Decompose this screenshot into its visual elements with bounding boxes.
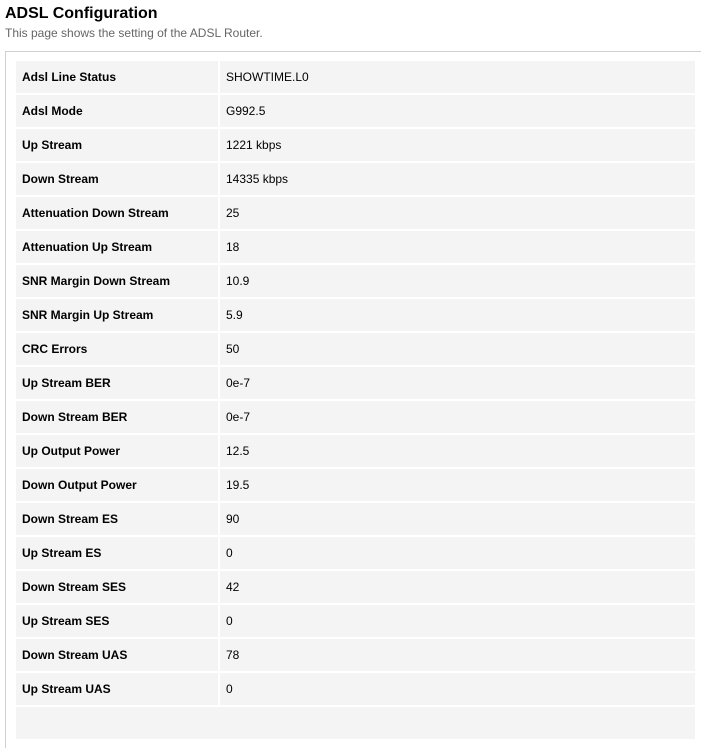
row-value: 5.9 [220, 299, 695, 333]
row-label: SNR Margin Up Stream [16, 299, 220, 333]
row-value: 78 [220, 639, 695, 673]
row-value: 25 [220, 197, 695, 231]
row-value: 18 [220, 231, 695, 265]
row-label: Adsl Mode [16, 95, 220, 129]
table-row [16, 163, 695, 197]
row-label: Down Stream UAS [16, 639, 220, 673]
row-label: Up Stream ES [16, 537, 220, 571]
row-label: Up Output Power [16, 435, 220, 469]
table-row [16, 401, 695, 435]
row-value: 1221 kbps [220, 129, 695, 163]
row-value: 0 [220, 537, 695, 571]
row-label: Up Stream SES [16, 605, 220, 639]
row-value: SHOWTIME.L0 [220, 61, 695, 95]
row-value: 0e-7 [220, 401, 695, 435]
table-row [16, 435, 695, 469]
row-value: 42 [220, 571, 695, 605]
table-row [16, 367, 695, 401]
table-row [16, 333, 695, 367]
row-label: Down Stream SES [16, 571, 220, 605]
table-footer-row [16, 707, 695, 741]
row-value: 0 [220, 673, 695, 707]
table-row [16, 639, 695, 673]
row-value: 10.9 [220, 265, 695, 299]
table-row [16, 605, 695, 639]
table-row [16, 673, 695, 707]
row-value: 0 [220, 605, 695, 639]
row-label: SNR Margin Down Stream [16, 265, 220, 299]
row-label: Up Stream UAS [16, 673, 220, 707]
row-label: Up Stream BER [16, 367, 220, 401]
page-header [5, 4, 263, 40]
row-label: Attenuation Up Stream [16, 231, 220, 265]
table-row [16, 61, 695, 95]
table-row [16, 571, 695, 605]
row-value: 19.5 [220, 469, 695, 503]
row-value: G992.5 [220, 95, 695, 129]
table-row [16, 129, 695, 163]
table-row [16, 503, 695, 537]
row-value: 90 [220, 503, 695, 537]
page-description: This page shows the setting of the ADSL Router. [5, 26, 263, 40]
table-row [16, 299, 695, 333]
table-footer-cell [16, 707, 695, 741]
row-label: Adsl Line Status [16, 61, 220, 95]
table-row [16, 197, 695, 231]
table-row [16, 95, 695, 129]
row-label: Up Stream [16, 129, 220, 163]
row-value: 50 [220, 333, 695, 367]
row-label: Down Stream BER [16, 401, 220, 435]
table-row [16, 265, 695, 299]
table-row [16, 537, 695, 571]
row-label: CRC Errors [16, 333, 220, 367]
row-label: Down Output Power [16, 469, 220, 503]
row-label: Down Stream [16, 163, 220, 197]
row-label: Attenuation Down Stream [16, 197, 220, 231]
adsl-status-table [16, 61, 695, 741]
page-title: ADSL Configuration [5, 5, 158, 22]
table-row [16, 469, 695, 503]
content-panel [5, 51, 701, 748]
table-row [16, 231, 695, 265]
row-value: 12.5 [220, 435, 695, 469]
row-value: 0e-7 [220, 367, 695, 401]
row-value: 14335 kbps [220, 163, 695, 197]
row-label: Down Stream ES [16, 503, 220, 537]
